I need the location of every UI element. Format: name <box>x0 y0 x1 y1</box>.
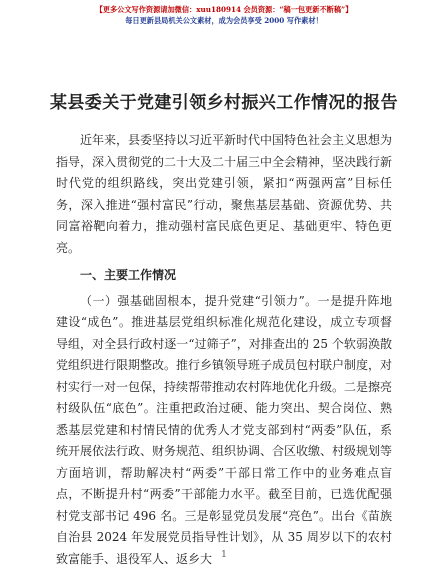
section-heading: 一、主要工作情况 <box>80 268 177 282</box>
intro-paragraph: 近年来，县委坚持以习近平新时代中国特色社会主义思想为指导，深入贯彻党的二十大及二十届三中全会精神，坚决践行新时代党的组织路线，突出党建引领，紧扣“两强两富”目标任务，深入推进“强村富民”行动，聚焦基层基础、资源优势、共同富裕靶向着力，推动强村富民底色更足、基础更牢、特色更亮。 <box>56 133 393 255</box>
promo-banner-line2: 每日更新县局机关公文素材，成为会员享受 2000 写作素材！ <box>125 16 323 25</box>
body-paragraph: （一）强基础固根本，提升党建“引领力”。一是提升阵地建设“成色”。推进基层党组织标准化规范化建设，成立专项督导组，对全县行政村逐一“过筛子”，对排查出的 25 个软弱涣散党组织进行限期整改。推行乡镇领导班子成员包村联户制度，对村实行一对一包保，持续帮带推动农村阵地优化升级。二是擦亮村级队伍“底色”。注重把政治过硬、能力突出、契合岗位、熟悉基层党建和村情民情的优秀人才党支部到村“两委”队伍，系统开展依法行政、财务规范、组织协调、合区收缴、村级规划等方面培训，帮助解决村“两委”干部日常工作中的业务难点盲点，不断提升村“两委”干部能力水平。截至目前，已选优配强村党支部书记 496 名。三是彰显党员发展“亮色”。出台《苗族自治县 2024 年发展党员指导性计划》，从 35 周岁以下的农村致富能手、退役军人、返乡大 <box>56 293 393 566</box>
promo-banner <box>0 4 448 26</box>
document-title: 某县委关于党建引领乡村振兴工作情况的报告 <box>50 93 398 113</box>
page-number: 1 <box>221 550 227 560</box>
promo-banner-line1: 【更多公文写作资源请加微信：xuu180914 会员资源：“稿一包更新不断稿”】 <box>95 5 353 14</box>
document-body <box>56 130 392 570</box>
